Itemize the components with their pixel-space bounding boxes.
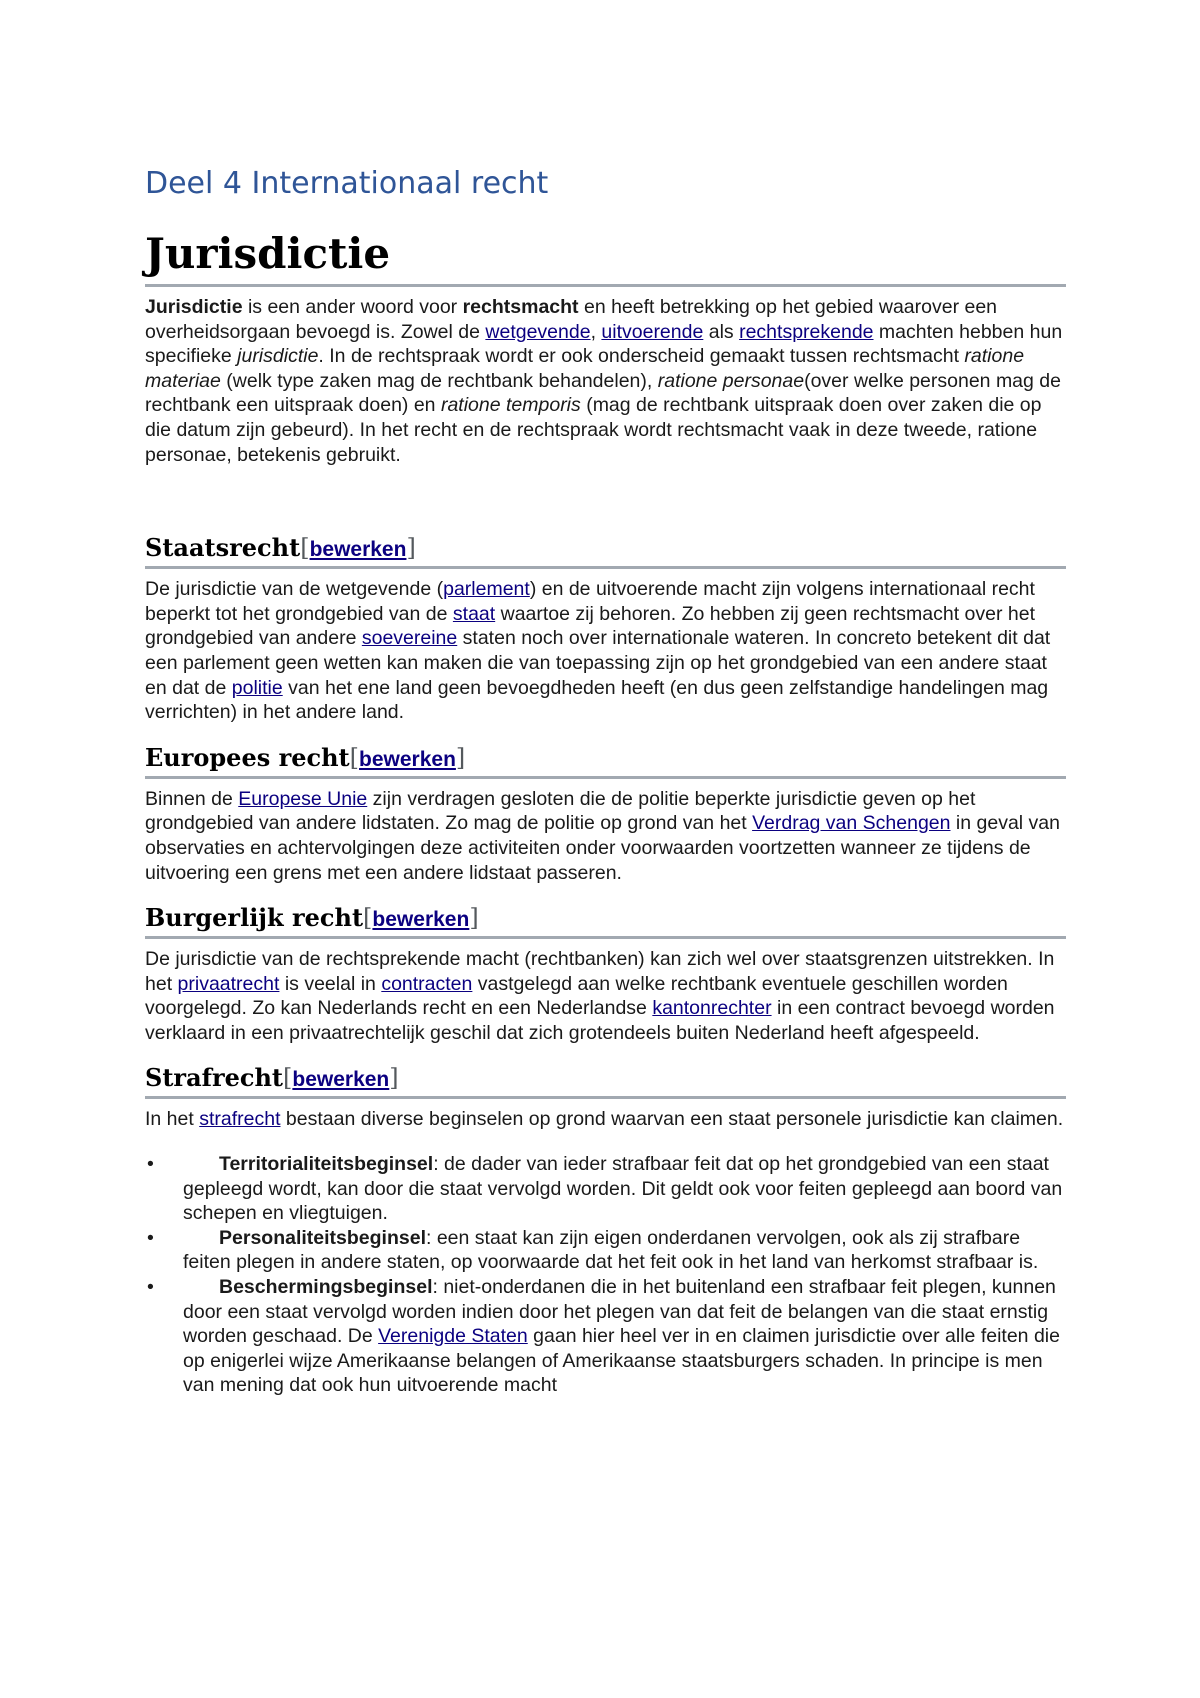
intro-paragraph: Jurisdictie is een ander woord voor rechtsmacht en heeft betrekking op het gebied waarover een overheidsorgaan bevoegd is. Zowel de wetgevende, uitvoerende als rechtsprekende machten hebben hun specifieke jurisdictie. In de rechtspraak wordt er ook onderscheid gemaakt tussen rechtsmacht ratione materiae (welk type zaken mag de rechtbank behandelen), ratione personae(over welke personen mag de rechtbank een uitspraak doen) en ratione temporis (mag de rechtbank uitspraak doen over zaken die op die datum zijn gebeurd). In het recht en de rechtspraak wordt rechtsmacht vaak in deze tweede, ratione personae, betekenis gebruikt. xyxy=(145,296,1063,466)
link-wetgevende[interactable]: wetgevende xyxy=(485,320,591,343)
list-item: • Territorialiteitsbeginsel: de dader van ieder strafbaar feit dat op het grondgebied van een staat gepleegd wordt, kan door die staat vervolgd worden. Dit geldt ook voor feiten gepleegd aan boord van schepen en vliegtuigen. xyxy=(147,1153,1063,1225)
link-kantonrechter[interactable]: kantonrechter xyxy=(652,997,772,1020)
bullet-icon: • xyxy=(147,1153,154,1176)
edit-link-staatsrecht[interactable]: bewerken xyxy=(309,538,407,562)
section-title-burgerlijk-recht: Burgerlijk recht[bewerken] xyxy=(145,903,1066,939)
staatsrecht-paragraph: De jurisdictie van de wetgevende (parlement) en de uitvoerende macht zijn volgens internationaal recht beperkt tot het grondgebied van de staat waartoe zij behoren. Zo hebben zij geen rechtsmacht over het grondgebied van andere soevereine staten noch over internationale wateren. In concreto betekent dit dat een parlement geen wetten kan maken die van toepassing zijn op het grondgebied van een andere staat en dat de politie van het ene land geen bevoegdheden heeft (en dus geen zelfstandige handelingen mag verrichten) in het andere land. xyxy=(145,578,1051,724)
link-strafrecht[interactable]: strafrecht xyxy=(199,1108,281,1131)
edit-link-europees-recht[interactable]: bewerken xyxy=(359,747,456,771)
burgerlijk-paragraph: De jurisdictie van de rechtsprekende macht (rechtbanken) kan zich wel over staatsgrenzen uitstrekken. In het privaatrecht is veelal in contracten vastgelegd aan welke rechtbank eventuele geschillen worden voorgelegd. Zo kan Nederlands recht en een Nederlandse kantonrechter in een contract bevoegd worden verklaard in een privaatrechtelijk geschil dat zich grotendeels buiten Nederland heeft afgespeeld. xyxy=(145,948,1055,1044)
section-title-strafrecht: Strafrecht[bewerken] xyxy=(145,1063,1066,1099)
link-privaatrecht[interactable]: privaatrecht xyxy=(177,972,280,995)
list-item: • Beschermingsbeginsel: niet-onderdanen die in het buitenland een strafbaar feit plegen, kunnen door een staat vervolgd worden indien door het plegen van dat feit de belangen van die staat ernstig worden geschaad. De Verenigde Staten gaan hier heel ver in en claimen jurisdictie over alle feiten die op enigerlei wijze Amerikaanse belangen of Amerikaanse staatsburgers schaden. In principe is men van mening dat ook hun uitvoerende macht xyxy=(147,1276,1060,1397)
part-title: Deel 4 Internationaal recht xyxy=(145,166,549,201)
term-territorialiteitsbeginsel: Territorialiteitsbeginsel xyxy=(219,1153,434,1176)
section-title-europees-recht: Europees recht[bewerken] xyxy=(145,743,1066,779)
link-verenigde-staten[interactable]: Verenigde Staten xyxy=(378,1325,528,1348)
term-beschermingsbeginsel: Beschermingsbeginsel xyxy=(219,1276,433,1299)
link-politie[interactable]: politie xyxy=(231,676,283,699)
article-title: Jurisdictie xyxy=(145,226,1066,287)
strafrecht-paragraph: In het strafrecht bestaan diverse beginselen op grond waarvan een staat personele jurisdictie kan claimen. xyxy=(145,1108,1064,1131)
europees-paragraph: Binnen de Europese Unie zijn verdragen gesloten die de politie beperkte jurisdictie geven op het grondgebied van andere lidstaten. Zo mag de politie op grond van het Verdrag van Schengen in geval van observaties en achtervolgingen deze activiteiten onder voorwaarden voortzetten wanneer ze tijdens de uitvoering een grens met een andere lidstaat passeren. xyxy=(145,787,1060,884)
link-parlement[interactable]: parlement xyxy=(443,578,530,601)
link-contracten[interactable]: contracten xyxy=(381,972,473,995)
bullet-icon: • xyxy=(147,1276,154,1299)
link-uitvoerende[interactable]: uitvoerende xyxy=(601,320,704,343)
intro-term-jurisdictie: Jurisdictie xyxy=(145,296,243,318)
link-staat[interactable]: staat xyxy=(452,602,496,625)
edit-link-strafrecht[interactable]: bewerken xyxy=(292,1068,390,1092)
section-title-staatsrecht: Staatsrecht[bewerken] xyxy=(145,533,1066,569)
edit-link-burgerlijk-recht[interactable]: bewerken xyxy=(372,908,470,932)
link-europese-unie[interactable]: Europese Unie xyxy=(238,787,368,810)
term-personaliteitsbeginsel: Personaliteitsbeginsel xyxy=(219,1226,426,1249)
link-verdrag-van-schengen[interactable]: Verdrag van Schengen xyxy=(752,812,951,835)
beginselen-list xyxy=(145,1152,1066,1398)
intro-term-rechtsmacht: rechtsmacht xyxy=(462,296,579,318)
link-rechtsprekende[interactable]: rechtsprekende xyxy=(739,320,874,343)
bullet-icon: • xyxy=(147,1226,154,1249)
link-soevereine[interactable]: soevereine xyxy=(361,627,458,650)
list-item: • Personaliteitsbeginsel: een staat kan zijn eigen onderdanen vervolgen, ook als zij strafbare feiten plegen in andere staten, op voorwaarde dat het feit ook in het land van herkomst strafbaar is. xyxy=(147,1226,1039,1274)
